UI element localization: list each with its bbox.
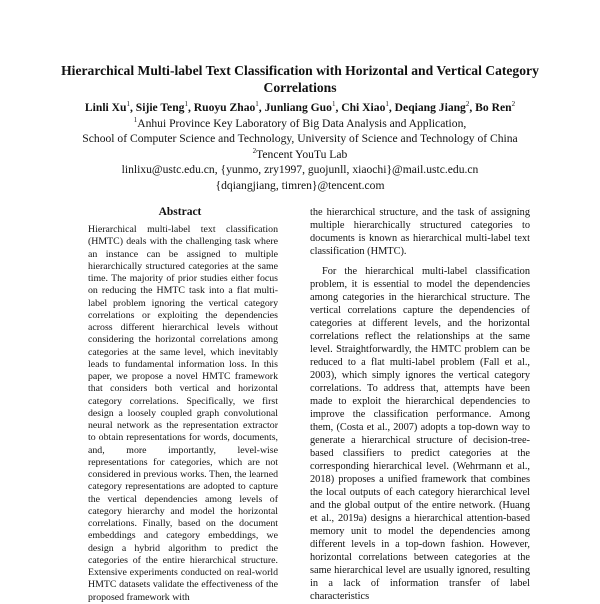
author-name: Ruoyu Zhao$^1$, (193, 100, 265, 114)
author-list (30, 100, 570, 116)
abstract-body: Hierarchical multi-label text classification (HMTC) deals with the challenging task where an instance can be assigned to multiple hierarchically structured categories at the same time. The majority of prior studies either focus on reducing the HMTC task into a flat multi-label problem ignoring the vertical category correlations or exploiting the dependencies across different hierarchical levels without considering the horizontal correlations among categories at the same level, which inevitably leads to fundamental information loss. In this paper, we propose a novel HMTC framework that considers both vertical and horizontal category correlations. Specifically, we first design a loosely coupled graph convolutional neural network as the representation extractor to obtain representations for words, documents, and, more importantly, level-wise representations for categories, which are not considered in previous works. Then, the learned category representations are adopted to capture the vertical dependencies among levels of category hierarchy and model the horizontal correlations. Finally, based on the document embeddings and category embeddings, we design a hybrid algorithm to predict the categories of the entire hierarchical structure. Extensive experiments conducted on real-world HMTC datasets validate the effectiveness of the proposed framework with (88, 224, 278, 603)
author-name: Linli Xu$^1$, (84, 100, 136, 114)
author-name: Deqiang Jiang$^2$, (394, 100, 476, 114)
author-name: Chi Xiao$^1$, (341, 100, 395, 114)
introduction-column (310, 206, 530, 603)
intro-paragraph: the hierarchical structure, and the task of assigning multiple hierarchically structured categories to documents is known as hierarchical multi-label text classification (HMTC). (310, 207, 530, 257)
affiliation-2: $^2$Tencent YouTu Lab (252, 146, 348, 161)
author-name: Junliang Guo$^1$, (264, 100, 342, 114)
affiliation-1: $^1$Anhui Province Key Laboratory of Big Data Analysis and Application, (133, 115, 467, 130)
author-block (30, 100, 570, 193)
abstract-heading: Abstract (158, 206, 202, 218)
intro-paragraph: For the hierarchical multi-label classification problem, it is essential to model the dependencies among categories in the hierarchical structure. The vertical correlations capture the dependencies of categories at different levels, and the horizontal correlations reflect the relationships at the same level. Straightforwardly, the HMTC problem can be reduced to a flat multi-label problem (Fall et al., 2003), which simply ignores the vertical category correlations. To address that, attempts have been made to exploit the hierarchical dependencies to improve the classification performance. Among them, (Costa et al., 2007) adopts a top-down way to generate a hierarchical structure of decision-tree-based classifiers to predict categories at the corresponding hierarchical level. (Wehrmann et al., 2018) proposes a unified framework that combines the local outputs of each category hierarchical level and the global output of the entire network. (Huang et al., 2019a) designs a hierarchical attention-based memory unit to model the dependencies among different levels in a top-down fashion. However, horizontal correlations between categories at the same hierarchical level are usually ignored, resulting in a lack of information transfer of label characteristics (310, 266, 530, 602)
paper-title: Hierarchical Multi-label Text Classification with Horizontal and Vertical Category Correlations (61, 63, 539, 95)
author-emails: linlixu@ustc.edu.cn, {yunmo, zry1997, guojunll, xiaochi}@mail.ustc.edu.cn (121, 163, 479, 176)
author-name: Bo Ren$^2$ (475, 100, 516, 114)
author-name: Sijie Teng$^1$, (135, 100, 194, 114)
author-emails-continued: {dqiangjiang, timren}@tencent.com (215, 178, 385, 192)
affiliation-1-continued: School of Computer Science and Technology, University of Science and Technology of China (82, 132, 518, 145)
